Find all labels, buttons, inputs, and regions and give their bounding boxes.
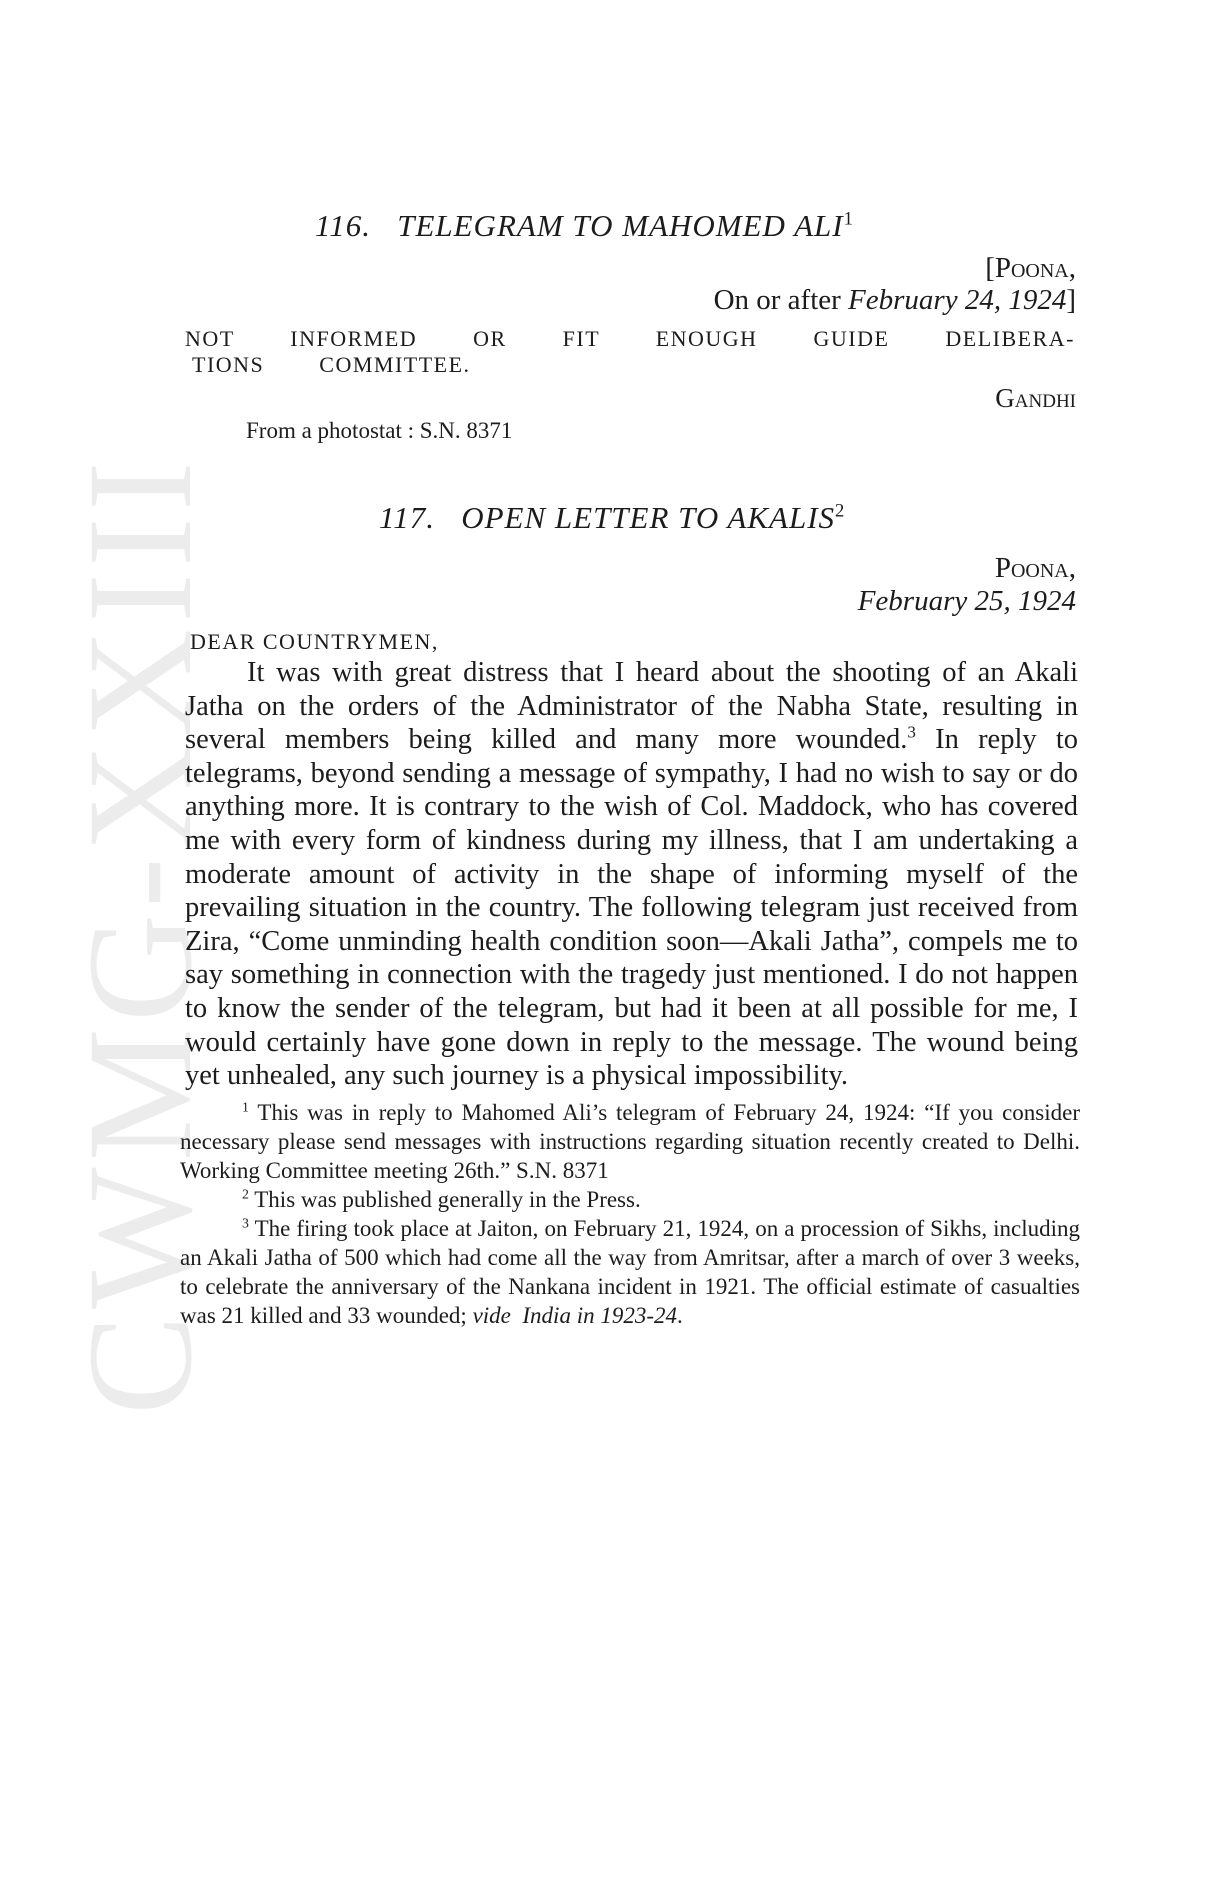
footnote-2-number: 2: [242, 1186, 249, 1202]
doc116-footnote-ref: 1: [843, 208, 854, 230]
doc117-heading: [379, 500, 845, 536]
doc117-date: February 25, 1924: [857, 585, 1076, 617]
doc116-place: [Poona,: [985, 252, 1076, 284]
doc116-dateline: [714, 284, 1076, 317]
doc116-source: From a photostat : S.N. 8371: [246, 418, 513, 443]
footnote-3-source: India in 1923-24: [522, 1303, 677, 1328]
footnote-3-vide: vide: [472, 1303, 511, 1328]
doc116-date-prefix: On or after: [713, 284, 849, 316]
doc117-title: OPEN LETTER TO AKALIS: [461, 500, 836, 535]
footnote-1: [180, 1098, 1080, 1185]
doc117-paragraph-part1: It was with great distress that I heard about the shooting of an Akali Jatha on the orders of the Administrator of the Nabha State, resulting in several members being killed and many more wounded.: [185, 657, 1078, 756]
doc116-date: February 24, 1924: [848, 284, 1067, 316]
doc116-date-suffix: ]: [1066, 284, 1076, 316]
doc117-paragraph: [185, 656, 1078, 1093]
doc116-title: TELEGRAM TO MAHOMED ALI: [397, 208, 844, 243]
watermark: CWMG-XXIII: [57, 455, 223, 1415]
footnote-2: [180, 1185, 1080, 1214]
doc117-place: Poona,: [994, 552, 1076, 584]
footnote-1-text: This was in reply to Mahomed Ali’s telegram of February 24, 1924: “If you consider necessary please send messages with instructions regarding situation recently created to Delhi. Working Committee meeting 26th.” S.N. 8371: [180, 1100, 1080, 1183]
doc117-footnote-ref: 2: [835, 500, 846, 522]
doc116-heading: [315, 208, 854, 244]
footnote-3-end: .: [677, 1303, 683, 1328]
footnote-2-text: This was published generally in the Press.: [254, 1187, 641, 1212]
doc117-body: [185, 656, 1078, 1093]
footnotes: [180, 1098, 1080, 1330]
doc117-paragraph-footnote-ref: 3: [907, 722, 916, 742]
doc117-paragraph-part2: In reply to telegrams, beyond sending a message of sympathy, I had no wish to say or do anything more. It is contrary to the wish of Col. Maddock, who has covered me with every form of kindness during my illness, that I am undertaking a moderate amount of activity in the shape of informing myself of the prevailing situation in the country. The following telegram just received from Zira, “Come unminding health condition soon—Akali Jatha”, compels me to say something in connection with the tragedy just mentioned. I do not happen to know the sender of the telegram, but had it been at all possible for me, I would certainly have gone down in reply to the message. The wound being yet unhealed, any such journey is a physical impossibility.: [185, 724, 1078, 1092]
doc116-signature: Gandhi: [995, 383, 1076, 413]
doc117-salutation: DEAR COUNTRYMEN,: [190, 629, 439, 654]
footnote-1-number: 1: [242, 1099, 249, 1115]
doc117-number: 117.: [379, 500, 435, 535]
doc116-telegram-line2: TIONS COMMITTEE.: [192, 352, 471, 377]
footnote-3-number: 3: [242, 1215, 249, 1231]
doc116-number: 116.: [315, 208, 371, 243]
footnote-3-text: The firing took place at Jaiton, on February 21, 1924, on a procession of Sikhs, including an Akali Jatha of 500 which had come all the way from Amritsar, after a march of over 3 weeks, to celebrate the anniversary of the Nankana incident in 1921. The official estimate of casualties was 21 killed and 33 wounded;: [180, 1216, 1081, 1328]
doc116-telegram-line1: NOT INFORMED OR FIT ENOUGH GUIDE DELIBERA-: [185, 326, 1075, 351]
footnote-3: [180, 1214, 1080, 1330]
